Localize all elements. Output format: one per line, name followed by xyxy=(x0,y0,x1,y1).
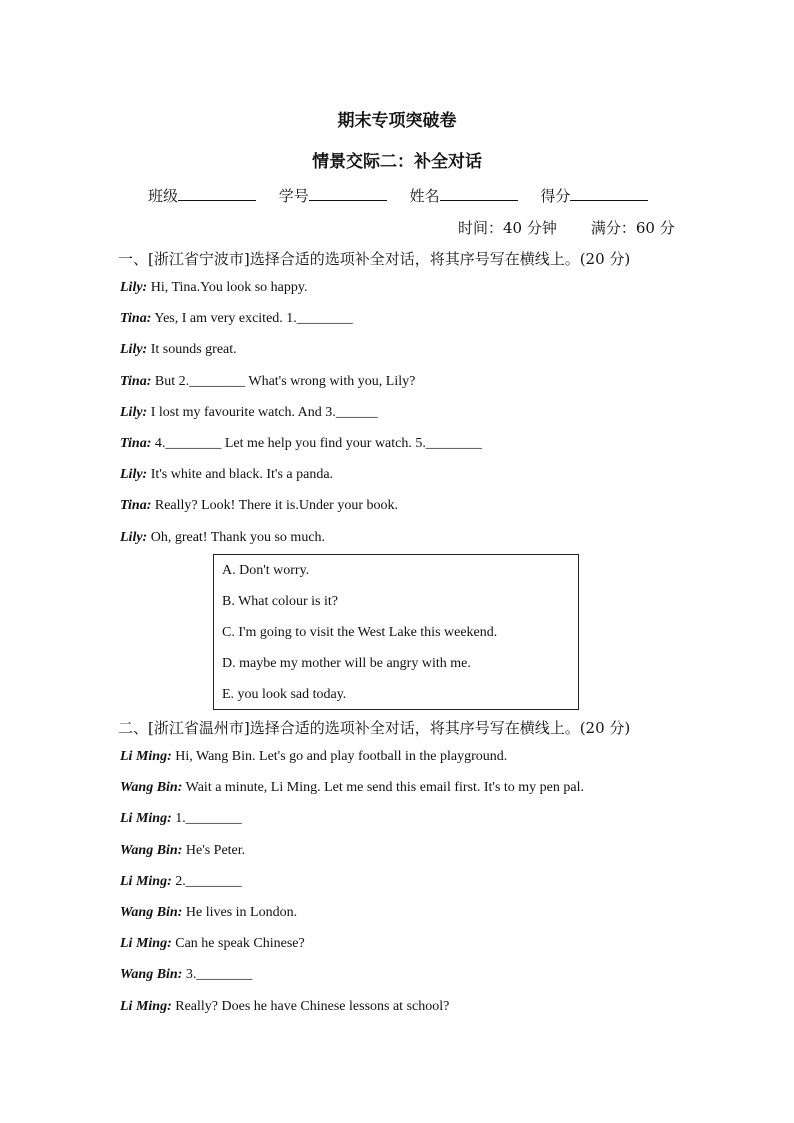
option-c: C. I'm going to visit the West Lake this weekend. xyxy=(222,625,498,640)
section1-heading: 一、[浙江省宁波市]选择合适的选项补全对话，将其序号写在横线上。(20 分) xyxy=(118,250,631,268)
speaker-name: Wang Bin: xyxy=(120,905,183,920)
dialogue-line xyxy=(120,311,353,327)
dialogue-line xyxy=(120,811,242,827)
exam-meta xyxy=(458,217,675,238)
speaker-name: Tina: xyxy=(120,311,152,327)
dialogue-text: 2.________ xyxy=(171,873,242,889)
number-label: 学号 xyxy=(278,187,309,205)
dialogue-line xyxy=(120,936,305,952)
speaker-name: Li Ming: xyxy=(120,998,172,1014)
dialogue-line xyxy=(120,780,584,796)
speaker-name: Li Ming: xyxy=(120,749,172,764)
option-d: D. maybe my mother will be angry with me. xyxy=(222,656,471,671)
dialogue-line xyxy=(120,530,325,546)
speaker-name: Li Ming: xyxy=(120,873,172,889)
dialogue-line xyxy=(120,374,415,390)
speaker-name: Wang Bin: xyxy=(120,842,183,858)
dialogue-text: It sounds great. xyxy=(147,342,237,358)
option-e: E. you look sad today. xyxy=(222,687,347,702)
dialogue-text: Hi, Tina.You look so happy. xyxy=(147,280,308,295)
dialogue-text: 3.________ xyxy=(182,967,253,983)
dialogue-line xyxy=(120,843,245,859)
speaker-name: Lily: xyxy=(120,467,148,483)
dialogue-text: He lives in London. xyxy=(182,905,298,920)
speaker-name: Tina: xyxy=(120,373,152,389)
dialogue-line xyxy=(120,498,398,514)
score-label: 得分 xyxy=(540,187,571,205)
dialogue-text: 4.________ Let me help you find your watch. 5.________ xyxy=(151,436,482,451)
dialogue-line xyxy=(120,436,482,452)
name-blank[interactable] xyxy=(440,186,518,201)
speaker-name: Tina: xyxy=(120,498,152,514)
speaker-name: Li Ming: xyxy=(120,936,172,952)
dialogue-line xyxy=(120,280,307,296)
dialogue-line xyxy=(120,342,237,358)
speaker-name: Wang Bin: xyxy=(120,967,183,983)
dialogue-text: Really? Does he have Chinese lessons at school? xyxy=(171,998,450,1014)
full-score: 满分：60 分 xyxy=(590,219,675,237)
speaker-name: Lily: xyxy=(120,529,148,545)
page-subtitle: 情景交际二：补全对话 xyxy=(312,152,482,172)
section1-options-box xyxy=(213,554,579,710)
speaker-name: Li Ming: xyxy=(120,811,172,827)
dialogue-line xyxy=(120,967,252,983)
name-label: 姓名 xyxy=(409,187,440,205)
dialogue-line xyxy=(120,905,297,921)
speaker-name: Lily: xyxy=(120,280,148,295)
class-label: 班级 xyxy=(148,187,179,205)
score-blank[interactable] xyxy=(570,186,648,201)
speaker-name: Lily: xyxy=(120,342,148,358)
page-title: 期末专项突破卷 xyxy=(337,111,457,131)
dialogue-text: Can he speak Chinese? xyxy=(171,936,305,952)
dialogue-line xyxy=(120,405,378,421)
dialogue-line xyxy=(120,749,507,765)
time-limit: 时间：40 分钟 xyxy=(458,219,557,237)
student-info-row xyxy=(148,185,666,206)
section2-heading: 二、[浙江省温州市]选择合适的选项补全对话，将其序号写在横线上。(20 分) xyxy=(118,719,631,737)
dialogue-text: Oh, great! Thank you so much. xyxy=(147,529,326,545)
speaker-name: Lily: xyxy=(120,404,148,420)
option-a: A. Don't worry. xyxy=(222,563,310,578)
speaker-name: Wang Bin: xyxy=(120,780,183,796)
dialogue-text: Hi, Wang Bin. Let's go and play football in the playground. xyxy=(171,749,508,764)
dialogue-line xyxy=(120,874,242,890)
dialogue-text: But 2.________ What's wrong with you, Lily? xyxy=(151,373,416,389)
option-b: B. What colour is it? xyxy=(222,594,338,609)
dialogue-text: I lost my favourite watch. And 3.______ xyxy=(147,404,378,420)
dialogue-line xyxy=(120,467,333,483)
dialogue-text: It's white and black. It's a panda. xyxy=(147,467,334,483)
class-blank[interactable] xyxy=(178,186,256,201)
dialogue-line xyxy=(120,999,449,1015)
number-blank[interactable] xyxy=(309,186,387,201)
dialogue-text: 1.________ xyxy=(171,811,242,827)
dialogue-text: Really? Look! There it is.Under your book. xyxy=(151,498,399,514)
speaker-name: Tina: xyxy=(120,436,152,451)
dialogue-text: Yes, I am very excited. 1.________ xyxy=(151,311,353,327)
dialogue-text: Wait a minute, Li Ming. Let me send this email first. It's to my pen pal. xyxy=(182,780,584,796)
dialogue-text: He's Peter. xyxy=(182,842,246,858)
